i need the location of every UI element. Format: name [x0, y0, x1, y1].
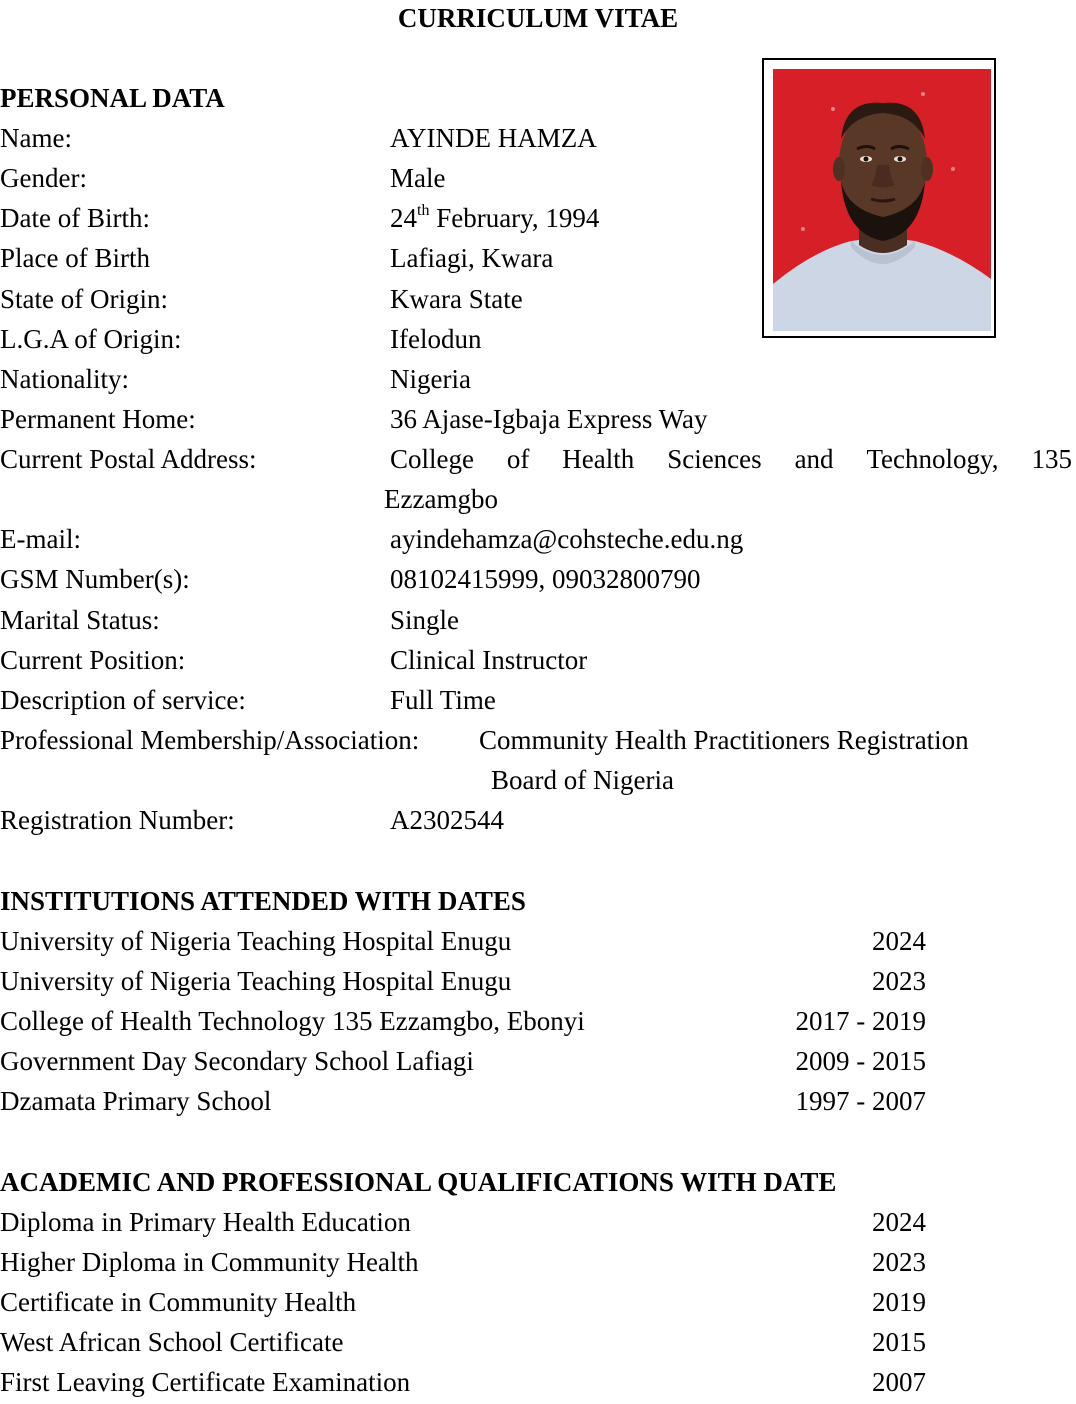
- membership-row-continued: [0, 760, 1076, 800]
- nationality-label: Nationality:: [0, 364, 129, 394]
- postal-word: 135: [1031, 444, 1072, 474]
- qualification-date: 2007: [872, 1367, 926, 1397]
- state-label: State of Origin:: [0, 284, 168, 314]
- qualification-row: [0, 1282, 1076, 1322]
- qualification-row: [0, 1322, 1076, 1362]
- institution-date: 2023: [872, 966, 926, 996]
- gender-value: Male: [390, 163, 446, 193]
- dob-suffix: th: [417, 202, 430, 219]
- qualification-name: First Leaving Certificate Examination: [0, 1367, 411, 1397]
- postal-word: and: [794, 444, 834, 474]
- qualification-row: [0, 1362, 1076, 1402]
- service-label: Description of service:: [0, 685, 246, 715]
- registration-row: [0, 800, 1076, 840]
- postal-word: Health: [562, 444, 635, 474]
- postal-value-line1: [390, 439, 1072, 479]
- membership-value-line1: Community Health Practitioners Registration: [479, 725, 969, 755]
- gsm-value: 08102415999, 09032800790: [390, 564, 701, 594]
- email-row: [0, 519, 1076, 559]
- qualification-row: [0, 1242, 1076, 1282]
- state-value: Kwara State: [390, 284, 523, 314]
- institution-name: University of Nigeria Teaching Hospital Enugu: [0, 966, 512, 996]
- postal-word: Technology,: [866, 444, 999, 474]
- qualification-date: 2024: [872, 1207, 926, 1237]
- position-row: [0, 640, 1076, 680]
- membership-value-line2: Board of Nigeria: [491, 765, 674, 795]
- qualification-name: West African School Certificate: [0, 1327, 344, 1357]
- nationality-value: Nigeria: [390, 364, 471, 394]
- postal-row: [0, 439, 1076, 479]
- institution-row: [0, 1041, 1076, 1081]
- institutions-heading: INSTITUTIONS ATTENDED WITH DATES: [0, 886, 526, 916]
- postal-word: Sciences: [667, 444, 762, 474]
- marital-row: [0, 600, 1076, 640]
- institution-date: 2024: [872, 926, 926, 956]
- name-label: Name:: [0, 123, 72, 153]
- institution-row: [0, 921, 1076, 961]
- postal-value-line2: Ezzamgbo: [384, 484, 498, 514]
- lga-value: Ifelodun: [390, 324, 482, 354]
- passport-photo-frame: [762, 58, 996, 338]
- gsm-row: [0, 559, 1076, 599]
- email-value: ayindehamza@cohsteche.edu.ng: [390, 524, 744, 554]
- email-label: E-mail:: [0, 524, 81, 554]
- postal-label: Current Postal Address:: [0, 444, 257, 474]
- institution-name: University of Nigeria Teaching Hospital Enugu: [0, 926, 512, 956]
- home-value: 36 Ajase-Igbaja Express Way: [390, 404, 708, 434]
- registration-value: A2302544: [390, 805, 504, 835]
- institution-name: Dzamata Primary School: [0, 1086, 272, 1116]
- postal-row-continued: [0, 479, 1076, 519]
- lga-label: L.G.A of Origin:: [0, 324, 182, 354]
- marital-label: Marital Status:: [0, 605, 160, 635]
- dob-day: 24: [390, 203, 417, 233]
- institution-name: Government Day Secondary School Lafiagi: [0, 1046, 474, 1076]
- postal-word: of: [506, 444, 530, 474]
- home-label: Permanent Home:: [0, 404, 196, 434]
- name-value: AYINDE HAMZA: [390, 123, 597, 153]
- nationality-row: [0, 359, 1076, 399]
- pob-value: Lafiagi, Kwara: [390, 243, 554, 273]
- position-value: Clinical Instructor: [390, 645, 588, 675]
- institution-date: 1997 - 2007: [795, 1086, 926, 1116]
- dob-value: [390, 198, 599, 238]
- institution-date: 2009 - 2015: [795, 1046, 926, 1076]
- institution-row: [0, 1081, 1076, 1121]
- personal-data-heading: PERSONAL DATA: [0, 83, 225, 113]
- institution-row: [0, 1001, 1076, 1041]
- gender-label: Gender:: [0, 163, 87, 193]
- dob-label: Date of Birth:: [0, 203, 150, 233]
- marital-value: Single: [390, 605, 460, 635]
- service-row: [0, 680, 1076, 720]
- pob-label: Place of Birth: [0, 243, 150, 273]
- passport-photo: [773, 69, 991, 331]
- qualification-row: [0, 1202, 1076, 1242]
- membership-row: [0, 720, 1076, 760]
- position-label: Current Position:: [0, 645, 186, 675]
- qualification-date: 2023: [872, 1247, 926, 1277]
- gsm-label: GSM Number(s):: [0, 564, 190, 594]
- qualification-date: 2015: [872, 1327, 926, 1357]
- membership-label: Professional Membership/Association:: [0, 725, 420, 755]
- institution-row: [0, 961, 1076, 1001]
- portrait-image: [773, 69, 991, 331]
- qualification-name: Diploma in Primary Health Education: [0, 1207, 411, 1237]
- postal-word: College: [390, 444, 474, 474]
- qualifications-heading: ACADEMIC AND PROFESSIONAL QUALIFICATIONS WITH DATE: [0, 1167, 837, 1197]
- qualification-name: Certificate in Community Health: [0, 1287, 357, 1317]
- institution-date: 2017 - 2019: [795, 1006, 926, 1036]
- document-title: CURRICULUM VITAE: [397, 3, 679, 33]
- home-row: [0, 399, 1076, 439]
- registration-label: Registration Number:: [0, 805, 235, 835]
- dob-rest: February, 1994: [429, 203, 600, 233]
- qualification-date: 2019: [872, 1287, 926, 1317]
- qualification-name: Higher Diploma in Community Health: [0, 1247, 419, 1277]
- service-value: Full Time: [390, 685, 496, 715]
- institution-name: College of Health Technology 135 Ezzamgbo, Ebonyi: [0, 1006, 585, 1036]
